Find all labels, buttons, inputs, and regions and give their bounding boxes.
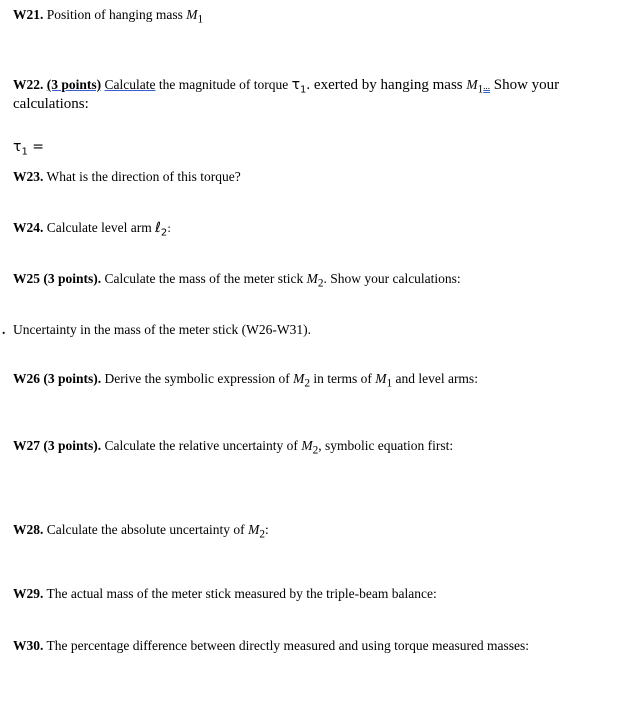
variable-m: M [301, 438, 313, 453]
question-text: and level arms: [392, 371, 478, 386]
variable-m: M [375, 371, 387, 386]
colon: : [167, 222, 171, 235]
subscript: 2 [317, 277, 324, 290]
question-text: . Show your calculations: [323, 271, 461, 286]
question-w22 [13, 76, 559, 99]
question-number: W23. [13, 169, 44, 184]
subscript: 2 [312, 444, 319, 457]
subscript: 1 [21, 146, 28, 158]
question-w25 [13, 270, 461, 293]
question-text: , symbolic equation first: [318, 438, 454, 453]
blank-field: ... [483, 81, 490, 91]
question-number: W21. [13, 7, 44, 22]
question-text: Calculate the mass of the meter stick [101, 271, 307, 286]
question-text: What is the direction of this torque? [43, 169, 241, 184]
variable-m: M [466, 77, 478, 92]
question-text: The percentage difference between directly measured and using torque measured masses: [43, 638, 530, 653]
question-w27 [13, 437, 453, 460]
question-text: Calculate the relative uncertainty of [101, 438, 302, 453]
uncertainty-section [0, 321, 311, 338]
points-label: (3 points) [46, 77, 102, 92]
tau-equation [13, 138, 44, 161]
subscript: 1 [300, 84, 307, 96]
question-text: . exerted by hanging mass [306, 77, 467, 93]
question-w21 [13, 6, 203, 29]
question-w29 [13, 585, 437, 602]
ell-symbol: ℓ [155, 220, 161, 236]
question-text: the magnitude of torque [155, 77, 292, 92]
question-w30 [13, 637, 529, 654]
subscript: 2 [160, 227, 168, 239]
question-text: in terms of [309, 371, 376, 386]
variable-m: M [306, 271, 318, 286]
calculate-word: Calculate [104, 77, 156, 92]
variable-m: M [186, 7, 198, 22]
question-w24 [13, 219, 171, 242]
subscript: 1 [197, 13, 204, 26]
subscript: 1 [477, 83, 484, 96]
question-number: W27 (3 points). [13, 438, 102, 453]
variable-m: M [293, 371, 305, 386]
question-number: W24. [13, 220, 44, 235]
question-w22-cont [13, 95, 89, 113]
question-text: : [264, 522, 269, 537]
subscript: 2 [259, 528, 265, 541]
question-text: Calculate the absolute uncertainty of [43, 522, 249, 537]
subscript: 1 [386, 377, 393, 390]
question-w26 [13, 370, 478, 393]
variable-m: M [248, 522, 260, 537]
question-number: W22. [13, 77, 44, 92]
subscript: 2 [304, 377, 310, 390]
bullet: . [2, 322, 6, 337]
question-number: W29. [13, 586, 44, 601]
equals-sign: = [27, 139, 44, 155]
question-text: calculations: [13, 96, 89, 112]
question-text: The actual mass of the meter stick measured by the triple-beam balance: [43, 586, 437, 601]
tau-symbol: τ [13, 139, 22, 155]
question-w28 [13, 521, 269, 544]
question-number: W30. [13, 638, 44, 653]
tau-symbol: τ [291, 77, 301, 93]
section-title: Uncertainty in the mass of the meter stick (W26-W31). [13, 322, 312, 337]
question-number: W28. [13, 522, 44, 537]
question-number: W25 (3 points). [13, 271, 102, 286]
question-text: Show your [490, 77, 560, 93]
question-text: Calculate level arm [43, 220, 156, 235]
question-w23 [13, 168, 241, 185]
question-number: W26 (3 points). [13, 371, 102, 386]
question-text: Position of hanging mass [43, 7, 187, 22]
question-text: Derive the symbolic expression of [101, 371, 294, 386]
